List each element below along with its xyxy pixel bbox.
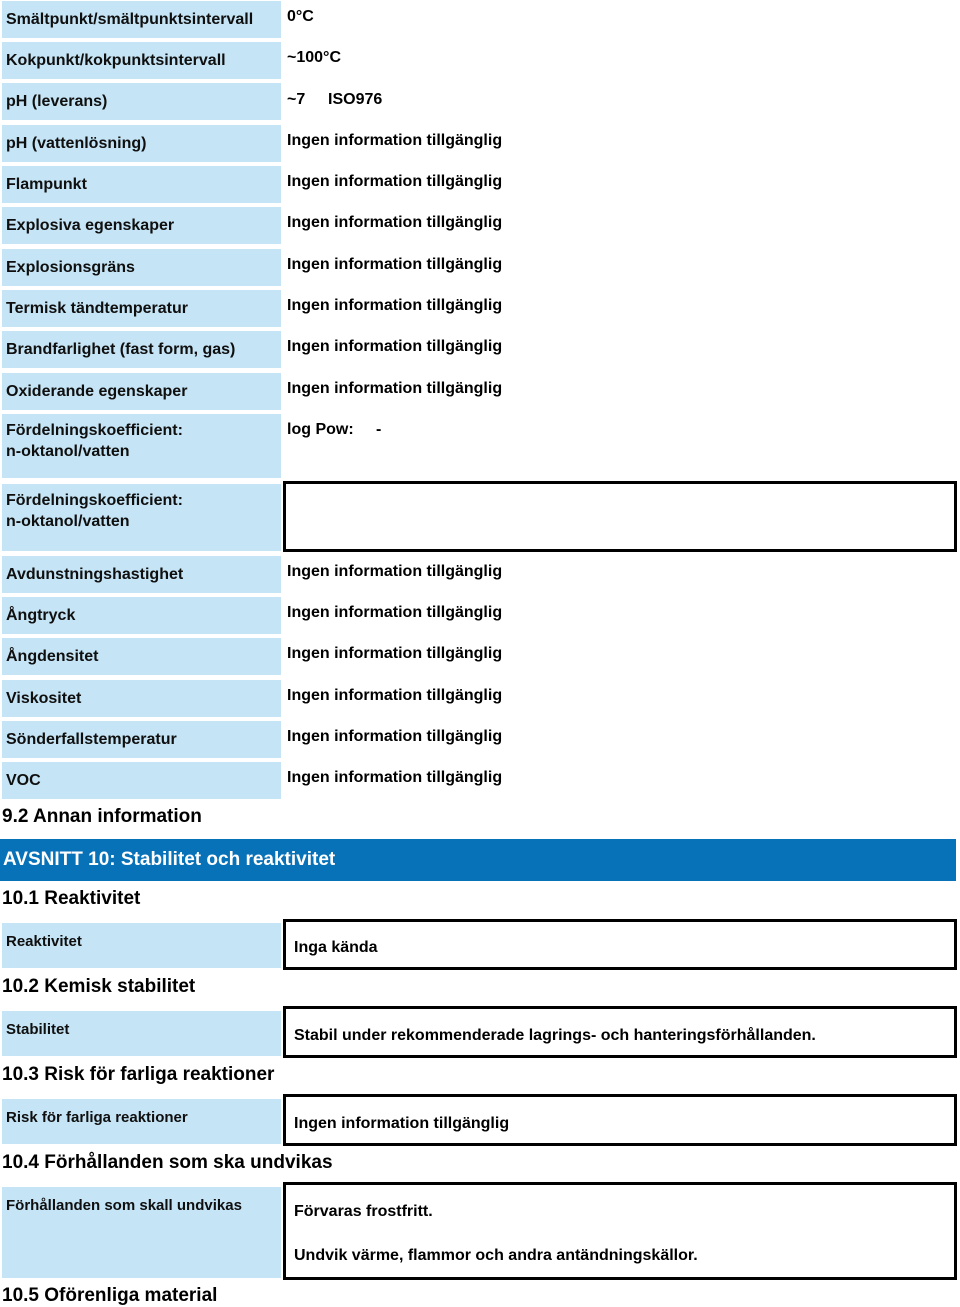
reactivity-label: Reaktivitet	[2, 923, 281, 968]
property-label: Sönderfallstemperatur	[2, 721, 281, 758]
property-label: Avdunstningshastighet	[2, 556, 281, 593]
property-value: Ingen information tillgänglig	[287, 297, 503, 314]
avoid-value-box	[283, 1182, 957, 1280]
reactivity-value: Inga kända	[283, 919, 957, 970]
hazard-heading: 10.3 Risk för farliga reaktioner	[2, 1064, 275, 1085]
other-info-heading: 9.2 Annan information	[2, 806, 202, 827]
property-label: pH (vattenlösning)	[2, 125, 281, 162]
property-value: Ingen information tillgänglig	[287, 645, 503, 662]
property-label: Oxiderande egenskaper	[2, 373, 281, 410]
partition-label-line2: n-oktanol/vatten	[6, 513, 130, 530]
property-value: Ingen information tillgänglig	[287, 769, 503, 786]
property-label: Kokpunkt/kokpunktsintervall	[2, 42, 281, 79]
property-value: Ingen information tillgänglig	[287, 173, 503, 190]
property-value: Ingen information tillgänglig	[287, 256, 503, 273]
stability-value: Stabil under rekommenderade lagrings- och hanteringsförhållanden.	[283, 1006, 957, 1058]
property-label: Explosionsgräns	[2, 249, 281, 286]
property-label: Viskositet	[2, 680, 281, 717]
avoid-value-2: Undvik värme, flammor och andra antändningskällor.	[294, 1247, 698, 1264]
property-value: Ingen information tillgänglig	[287, 563, 503, 580]
avoid-heading: 10.4 Förhållanden som ska undvikas	[2, 1152, 333, 1173]
partition-label-line1: Fördelningskoefficient:	[6, 492, 183, 509]
reactivity-heading: 10.1 Reaktivitet	[2, 888, 141, 909]
property-value: ~100°C	[287, 49, 341, 66]
property-label: Termisk tändtemperatur	[2, 290, 281, 327]
property-value: Ingen information tillgänglig	[287, 214, 503, 231]
property-value: Ingen information tillgänglig	[287, 338, 503, 355]
partition-label	[2, 484, 281, 551]
property-value: Ingen information tillgänglig	[287, 380, 503, 397]
partition-label	[2, 414, 281, 478]
partition-label-line1: Fördelningskoefficient:	[6, 422, 183, 439]
stability-heading: 10.2 Kemisk stabilitet	[2, 976, 196, 997]
incompatible-heading: 10.5 Oförenliga material	[2, 1285, 218, 1306]
property-method: ISO976	[328, 91, 383, 108]
property-label: VOC	[2, 762, 281, 799]
avoid-label: Förhållanden som skall undvikas	[2, 1187, 281, 1278]
stability-label: Stabilitet	[2, 1011, 281, 1056]
log-pow-value: -	[376, 421, 382, 438]
property-value: ~7	[287, 91, 306, 108]
section-10-title: AVSNITT 10: Stabilitet och reaktivitet	[0, 839, 956, 881]
partition-label-line2: n-oktanol/vatten	[6, 443, 130, 460]
hazard-label: Risk för farliga reaktioner	[2, 1099, 281, 1144]
property-label: Brandfarlighet (fast form, gas)	[2, 331, 281, 368]
property-value: Ingen information tillgänglig	[287, 132, 503, 149]
property-label: Ångtryck	[2, 597, 281, 634]
log-pow-label: log Pow:	[287, 421, 354, 438]
property-value: Ingen information tillgänglig	[287, 728, 503, 745]
partition-value-box	[283, 481, 957, 552]
avoid-value-1: Förvaras frostfritt.	[294, 1203, 433, 1220]
property-label: Smältpunkt/smältpunktsintervall	[2, 1, 281, 38]
property-value: 0°C	[287, 8, 314, 25]
hazard-value: Ingen information tillgänglig	[283, 1094, 957, 1146]
property-label: Ångdensitet	[2, 638, 281, 675]
property-label: Flampunkt	[2, 166, 281, 203]
property-value: Ingen information tillgänglig	[287, 687, 503, 704]
property-value: Ingen information tillgänglig	[287, 604, 503, 621]
property-label: pH (leverans)	[2, 83, 281, 120]
property-label: Explosiva egenskaper	[2, 207, 281, 244]
